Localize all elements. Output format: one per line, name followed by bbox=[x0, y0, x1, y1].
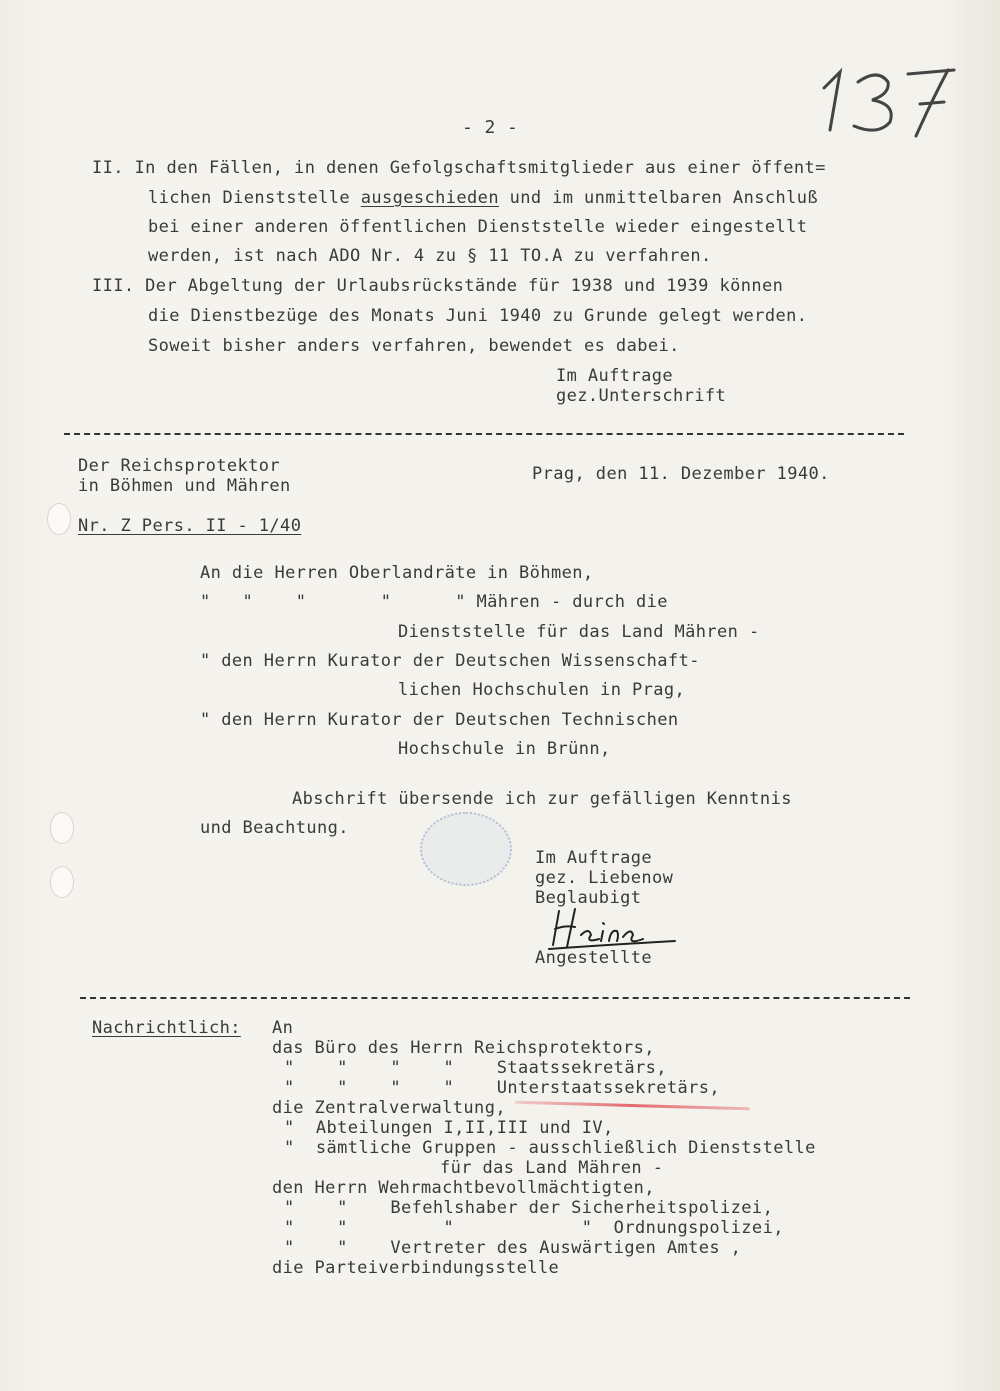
cc-line: die Parteiverbindungsstelle bbox=[272, 1258, 560, 1278]
cc-line: den Herrn Wehrmachtbevollmächtigten, bbox=[272, 1178, 655, 1198]
sender-line-1: Der Reichsprotektor bbox=[78, 456, 281, 476]
cc-line: " " " " Ordnungspolizei, bbox=[284, 1218, 784, 1238]
cc-line: für das Land Mähren - bbox=[440, 1158, 664, 1178]
punch-hole bbox=[50, 866, 74, 898]
cc-line: " " " " Staatssekretärs, bbox=[284, 1058, 667, 1078]
handwritten-signature bbox=[545, 905, 685, 951]
cc-line: " " Befehlshaber der Sicherheitspolizei, bbox=[284, 1198, 774, 1218]
date-line: Prag, den 11. Dezember 1940. bbox=[532, 464, 830, 484]
reference-number: Nr. Z Pers. II - 1/40 bbox=[78, 516, 302, 536]
section-iii-line-1: III. Der Abgeltung der Urlaubsrückstände für 1938 und 1939 können bbox=[92, 276, 784, 296]
recipient-line-4: " den Herrn Kurator der Deutschen Wissenschaft- bbox=[200, 651, 700, 671]
body-line-2: und Beachtung. bbox=[200, 818, 349, 838]
section-ii-line-4: werden, ist nach ADO Nr. 4 zu § 11 TO.A zu verfahren. bbox=[148, 246, 712, 266]
recipient-line-6: " den Herrn Kurator der Deutschen Technischen bbox=[200, 710, 679, 730]
section-ii-line-3: bei einer anderen öffentlichen Dienststelle wieder eingestellt bbox=[148, 217, 808, 237]
recipient-line-1: An die Herren Oberlandräte in Böhmen, bbox=[200, 563, 594, 583]
section-iii-line-2: die Dienstbezüge des Monats Juni 1940 zu Grunde gelegt werden. bbox=[148, 306, 808, 326]
recipient-line-3: Dienststelle für das Land Mähren - bbox=[398, 622, 760, 642]
section-iii-line-3: Soweit bisher anders verfahren, bewendet es dabei. bbox=[148, 336, 680, 356]
body-line-1: Abschrift übersende ich zur gefälligen Kenntnis bbox=[292, 789, 792, 809]
section-ii-line-1: II. In den Fällen, in denen Gefolgschaftsmitglieder aus einer öffent= bbox=[92, 158, 826, 178]
faded-stamp bbox=[420, 812, 512, 886]
underlined-word: ausgeschieden bbox=[360, 188, 499, 208]
sign-off-2-line-2: gez. Liebenow bbox=[535, 868, 674, 888]
punch-hole bbox=[50, 812, 74, 844]
cc-line: " " " " Unterstaatssekretärs, bbox=[284, 1078, 721, 1098]
sender-line-2: in Böhmen und Mähren bbox=[78, 476, 291, 496]
recipient-line-5: lichen Hochschulen in Prag, bbox=[398, 680, 686, 700]
punch-hole bbox=[47, 503, 71, 535]
cc-label: Nachrichtlich: bbox=[92, 1018, 241, 1038]
section-ii-line-2 bbox=[148, 188, 818, 208]
cc-line: " Abteilungen I,II,III und IV, bbox=[284, 1118, 614, 1138]
recipient-line-7: Hochschule in Brünn, bbox=[398, 739, 611, 759]
cc-line: An bbox=[272, 1018, 294, 1038]
section-ii-line-2-end: und im unmittelbaren Anschluß bbox=[498, 188, 819, 208]
sign-off-1-line-2: gez.Unterschrift bbox=[556, 386, 727, 406]
recipient-line-2: " " " " " Mähren - durch die bbox=[200, 592, 668, 612]
cc-line: " sämtliche Gruppen - ausschließlich Dienststelle bbox=[284, 1138, 816, 1158]
cc-line: die Zentralverwaltung, bbox=[272, 1098, 506, 1118]
cc-line: das Büro des Herrn Reichsprotektors, bbox=[272, 1038, 655, 1058]
sign-off-2-line-3: Beglaubigt bbox=[535, 888, 642, 908]
section-ii-line-2-start: lichen Dienststelle bbox=[148, 188, 361, 208]
cc-line: " " Vertreter des Auswärtigen Amtes , bbox=[284, 1238, 742, 1258]
handwritten-folio-number bbox=[816, 60, 966, 140]
divider-line bbox=[80, 997, 910, 999]
sign-off-2-line-4: Angestellte bbox=[535, 948, 652, 968]
divider-line bbox=[64, 433, 904, 435]
sign-off-2-line-1: Im Auftrage bbox=[535, 848, 652, 868]
sign-off-1-line-1: Im Auftrage bbox=[556, 366, 673, 386]
page-number: - 2 - bbox=[462, 117, 519, 138]
